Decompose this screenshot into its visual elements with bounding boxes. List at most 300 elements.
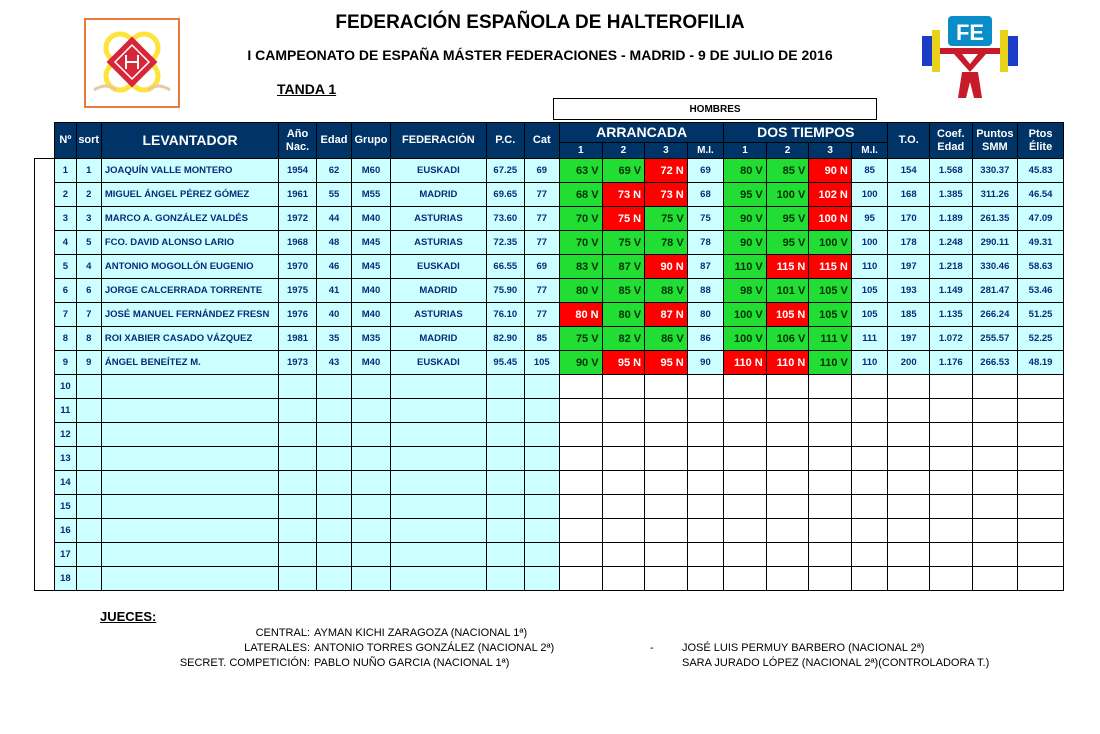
empty-cell: [602, 423, 645, 447]
empty-cell: [972, 375, 1018, 399]
smm-points: 311.26: [972, 183, 1018, 207]
snatch-attempt: 90 V: [560, 351, 603, 375]
weightlifter-logo-icon: [918, 14, 1022, 102]
empty-cell: [352, 519, 391, 543]
empty-cell: [724, 375, 767, 399]
empty-cell: [316, 399, 351, 423]
empty-cell: [76, 447, 101, 471]
cj-attempt: 85 V: [766, 159, 809, 183]
judge-dash: -: [650, 642, 654, 654]
empty-cell: [851, 543, 888, 567]
col-sort: sort: [76, 123, 101, 159]
total: 168: [888, 183, 930, 207]
cj-attempt: 115 N: [766, 255, 809, 279]
empty-cell: [316, 375, 351, 399]
category: 77: [524, 183, 559, 207]
empty-cell: [602, 567, 645, 591]
age-group: M40: [352, 207, 391, 231]
snatch-attempt: 87 V: [602, 255, 645, 279]
snatch-attempt: 70 V: [560, 231, 603, 255]
table-row-empty: [35, 495, 1064, 519]
empty-cell: [101, 519, 278, 543]
empty-cell: [352, 399, 391, 423]
empty-cell: [687, 567, 723, 591]
cj-best: 110: [851, 351, 888, 375]
col-cleanjerk: DOS TIEMPOS: [724, 123, 888, 143]
cj-attempt: 100 V: [724, 303, 767, 327]
empty-cell: [524, 567, 559, 591]
cj-attempt: 100 V: [724, 327, 767, 351]
judge-central: AYMAN KICHI ZARAGOZA (NACIONAL 1ª): [314, 627, 528, 639]
empty-cell: [645, 519, 688, 543]
empty-cell: [101, 471, 278, 495]
row-num: 15: [55, 495, 76, 519]
empty-cell: [1018, 399, 1064, 423]
age-coefficient: 1.135: [929, 303, 972, 327]
elite-points: 51.25: [1018, 303, 1064, 327]
empty-cell: [524, 423, 559, 447]
empty-cell: [316, 543, 351, 567]
empty-cell: [929, 471, 972, 495]
empty-cell: [687, 375, 723, 399]
empty-cell: [560, 375, 603, 399]
birth-year: 1981: [279, 327, 317, 351]
empty-cell: [487, 399, 525, 423]
snatch-best: 86: [687, 327, 723, 351]
birth-year: 1972: [279, 207, 317, 231]
empty-cell: [390, 375, 486, 399]
empty-cell: [724, 423, 767, 447]
empty-cell: [316, 519, 351, 543]
category: 77: [524, 279, 559, 303]
cj-attempt: 80 V: [724, 159, 767, 183]
body-weight: 69.65: [487, 183, 525, 207]
empty-cell: [101, 447, 278, 471]
empty-cell: [645, 375, 688, 399]
age: 44: [316, 207, 351, 231]
snatch-attempt: 80 N: [560, 303, 603, 327]
lifter-name: MIGUEL ÁNGEL PÉREZ GÓMEZ: [101, 183, 278, 207]
body-weight: 76.10: [487, 303, 525, 327]
empty-cell: [560, 567, 603, 591]
snatch-attempt: 82 V: [602, 327, 645, 351]
empty-cell: [352, 495, 391, 519]
judge-controladora: SARA JURADO LÓPEZ (NACIONAL 2ª)(CONTROLADORA T.): [682, 657, 990, 669]
cj-attempt: 100 N: [809, 207, 852, 231]
col-elite: Ptos Élite: [1018, 123, 1064, 159]
age-group: M45: [352, 231, 391, 255]
empty-cell: [524, 471, 559, 495]
snatch-attempt: 83 V: [560, 255, 603, 279]
birth-year: 1975: [279, 279, 317, 303]
age: 55: [316, 183, 351, 207]
table-row: [35, 231, 1064, 255]
row-num: 14: [55, 471, 76, 495]
empty-cell: [316, 495, 351, 519]
empty-cell: [560, 543, 603, 567]
row-sort: 1: [76, 159, 101, 183]
empty-cell: [929, 519, 972, 543]
row-num: 11: [55, 399, 76, 423]
empty-cell: [809, 543, 852, 567]
empty-cell: [851, 399, 888, 423]
federation: ASTURIAS: [390, 303, 486, 327]
empty-cell: [390, 399, 486, 423]
birth-year: 1976: [279, 303, 317, 327]
lifter-name: ÁNGEL BENEÍTEZ M.: [101, 351, 278, 375]
snatch-attempt: 75 V: [645, 207, 688, 231]
empty-cell: [766, 495, 809, 519]
snatch-attempt: 68 V: [560, 183, 603, 207]
col-group: Grupo: [352, 123, 391, 159]
birth-year: 1973: [279, 351, 317, 375]
snatch-attempt: 75 V: [560, 327, 603, 351]
age: 43: [316, 351, 351, 375]
cj-best: 110: [851, 255, 888, 279]
row-num: 7: [55, 303, 76, 327]
empty-cell: [1018, 471, 1064, 495]
empty-cell: [560, 471, 603, 495]
empty-cell: [352, 423, 391, 447]
empty-cell: [809, 519, 852, 543]
empty-cell: [279, 495, 317, 519]
col-total: T.O.: [888, 123, 930, 159]
category: 77: [524, 303, 559, 327]
cj-attempt: 98 V: [724, 279, 767, 303]
snatch-attempt: 95 N: [602, 351, 645, 375]
empty-cell: [888, 567, 930, 591]
empty-cell: [602, 495, 645, 519]
cj-attempt: 110 V: [724, 255, 767, 279]
smm-points: 266.53: [972, 351, 1018, 375]
row-num: 3: [55, 207, 76, 231]
snatch-attempt: 78 V: [645, 231, 688, 255]
cj-attempt: 106 V: [766, 327, 809, 351]
age-coefficient: 1.385: [929, 183, 972, 207]
snatch-attempt: 63 V: [560, 159, 603, 183]
cj-attempt: 95 V: [724, 183, 767, 207]
judge-laterales-label: LATERALES:: [244, 642, 310, 654]
empty-cell: [390, 423, 486, 447]
row-sort: 4: [76, 255, 101, 279]
body-weight: 75.90: [487, 279, 525, 303]
empty-cell: [279, 519, 317, 543]
empty-cell: [279, 471, 317, 495]
table-row: [35, 351, 1064, 375]
empty-cell: [888, 543, 930, 567]
federation: MADRID: [390, 327, 486, 351]
table-row: [35, 183, 1064, 207]
empty-cell: [352, 567, 391, 591]
body-weight: 67.25: [487, 159, 525, 183]
cj-attempt: 90 N: [809, 159, 852, 183]
empty-cell: [76, 495, 101, 519]
cj-attempt: 110 N: [766, 351, 809, 375]
empty-cell: [724, 447, 767, 471]
empty-cell: [1018, 543, 1064, 567]
empty-cell: [888, 519, 930, 543]
body-weight: 82.90: [487, 327, 525, 351]
empty-cell: [724, 399, 767, 423]
empty-cell: [929, 423, 972, 447]
row-num: 4: [55, 231, 76, 255]
empty-cell: [766, 423, 809, 447]
empty-cell: [851, 519, 888, 543]
empty-cell: [487, 495, 525, 519]
table-row: [35, 303, 1064, 327]
empty-cell: [687, 495, 723, 519]
table-row-empty: [35, 471, 1064, 495]
table-row: [35, 327, 1064, 351]
category: 77: [524, 231, 559, 255]
category: 85: [524, 327, 559, 351]
empty-cell: [487, 567, 525, 591]
cj-attempt-2: 2: [766, 143, 809, 159]
empty-cell: [76, 471, 101, 495]
empty-cell: [487, 375, 525, 399]
snatch-attempt-1: 1: [560, 143, 603, 159]
cj-attempt: 95 V: [766, 231, 809, 255]
empty-cell: [766, 399, 809, 423]
age-group: M55: [352, 183, 391, 207]
empty-cell: [687, 423, 723, 447]
empty-cell: [1018, 375, 1064, 399]
row-num: 8: [55, 327, 76, 351]
table-row: [35, 207, 1064, 231]
empty-cell: [929, 567, 972, 591]
cj-attempt: 102 N: [809, 183, 852, 207]
total: 193: [888, 279, 930, 303]
empty-cell: [766, 567, 809, 591]
page-title: FEDERACIÓN ESPAÑOLA DE HALTEROFILIA: [335, 12, 745, 33]
judge-central-label: CENTRAL:: [255, 627, 310, 639]
empty-cell: [560, 399, 603, 423]
empty-cell: [645, 567, 688, 591]
empty-cell: [279, 399, 317, 423]
row-num: 5: [55, 255, 76, 279]
age-coefficient: 1.189: [929, 207, 972, 231]
row-sort: 3: [76, 207, 101, 231]
cj-attempt: 110 N: [724, 351, 767, 375]
row-num: 2: [55, 183, 76, 207]
empty-cell: [972, 471, 1018, 495]
empty-cell: [279, 543, 317, 567]
age-group: M40: [352, 351, 391, 375]
judge-lateral-1: ANTONIO TORRES GONZÁLEZ (NACIONAL 2ª): [314, 642, 555, 654]
row-sort: 6: [76, 279, 101, 303]
empty-cell: [316, 567, 351, 591]
empty-cell: [851, 495, 888, 519]
lifter-name: FCO. DAVID ALONSO LARIO: [101, 231, 278, 255]
cj-attempt: 95 V: [766, 207, 809, 231]
empty-cell: [687, 543, 723, 567]
empty-cell: [487, 519, 525, 543]
body-weight: 66.55: [487, 255, 525, 279]
empty-cell: [809, 375, 852, 399]
table-row-empty: [35, 423, 1064, 447]
col-age: Edad: [316, 123, 351, 159]
empty-cell: [279, 447, 317, 471]
total: 197: [888, 327, 930, 351]
smm-points: 261.35: [972, 207, 1018, 231]
cj-attempt: 90 V: [724, 207, 767, 231]
empty-cell: [888, 423, 930, 447]
empty-cell: [602, 447, 645, 471]
snatch-best: 68: [687, 183, 723, 207]
cj-attempt-3: 3: [809, 143, 852, 159]
col-num: Nº: [55, 123, 76, 159]
empty-cell: [602, 399, 645, 423]
category: 69: [524, 255, 559, 279]
empty-cell: [1018, 423, 1064, 447]
empty-cell: [724, 567, 767, 591]
empty-cell: [929, 447, 972, 471]
col-pc: P.C.: [487, 123, 525, 159]
elite-points: 47.09: [1018, 207, 1064, 231]
empty-cell: [316, 447, 351, 471]
empty-cell: [101, 423, 278, 447]
empty-cell: [766, 471, 809, 495]
smm-points: 281.47: [972, 279, 1018, 303]
empty-cell: [101, 543, 278, 567]
empty-cell: [724, 495, 767, 519]
empty-cell: [101, 399, 278, 423]
birth-year: 1954: [279, 159, 317, 183]
smm-points: 266.24: [972, 303, 1018, 327]
row-sort: 8: [76, 327, 101, 351]
cj-attempt: 101 V: [766, 279, 809, 303]
empty-cell: [645, 543, 688, 567]
snatch-attempt: 70 V: [560, 207, 603, 231]
table-row-empty: [35, 375, 1064, 399]
empty-cell: [352, 471, 391, 495]
empty-cell: [972, 567, 1018, 591]
empty-cell: [972, 519, 1018, 543]
row-num: 16: [55, 519, 76, 543]
empty-cell: [279, 375, 317, 399]
cj-best: 105: [851, 303, 888, 327]
empty-cell: [76, 423, 101, 447]
empty-cell: [524, 399, 559, 423]
empty-cell: [76, 399, 101, 423]
empty-cell: [687, 471, 723, 495]
table-row-empty: [35, 519, 1064, 543]
total: 170: [888, 207, 930, 231]
empty-cell: [560, 519, 603, 543]
snatch-attempt: 80 V: [602, 303, 645, 327]
empty-cell: [888, 447, 930, 471]
empty-cell: [316, 423, 351, 447]
empty-cell: [524, 447, 559, 471]
federation: ASTURIAS: [390, 231, 486, 255]
snatch-attempt: 72 N: [645, 159, 688, 183]
cj-best: 95: [851, 207, 888, 231]
lifter-name: MARCO A. GONZÁLEZ VALDÉS: [101, 207, 278, 231]
federation: MADRID: [390, 279, 486, 303]
empty-cell: [524, 375, 559, 399]
age-coefficient: 1.568: [929, 159, 972, 183]
empty-cell: [972, 447, 1018, 471]
lifter-name: JORGE CALCERRADA TORRENTE: [101, 279, 278, 303]
snatch-attempt: 73 N: [645, 183, 688, 207]
age-coefficient: 1.072: [929, 327, 972, 351]
empty-cell: [809, 495, 852, 519]
table-row: [35, 159, 1064, 183]
empty-cell: [809, 399, 852, 423]
empty-cell: [645, 423, 688, 447]
empty-cell: [602, 375, 645, 399]
body-weight: 95.45: [487, 351, 525, 375]
empty-cell: [724, 471, 767, 495]
empty-cell: [972, 543, 1018, 567]
cj-attempt: 105 V: [809, 279, 852, 303]
snatch-attempt: 75 N: [602, 207, 645, 231]
empty-cell: [724, 543, 767, 567]
age: 35: [316, 327, 351, 351]
snatch-attempt: 87 N: [645, 303, 688, 327]
empty-cell: [972, 423, 1018, 447]
age-group: M35: [352, 327, 391, 351]
total: 185: [888, 303, 930, 327]
federation: EUSKADI: [390, 255, 486, 279]
empty-cell: [687, 399, 723, 423]
empty-cell: [390, 519, 486, 543]
empty-cell: [352, 375, 391, 399]
age: 40: [316, 303, 351, 327]
age-coefficient: 1.176: [929, 351, 972, 375]
birth-year: 1961: [279, 183, 317, 207]
empty-cell: [929, 495, 972, 519]
empty-cell: [390, 567, 486, 591]
snatch-attempt: 80 V: [560, 279, 603, 303]
elite-points: 52.25: [1018, 327, 1064, 351]
row-num: 1: [55, 159, 76, 183]
cj-attempt: 111 V: [809, 327, 852, 351]
snatch-best: 69: [687, 159, 723, 183]
total: 154: [888, 159, 930, 183]
lifter-name: ANTONIO MOGOLLÓN EUGENIO: [101, 255, 278, 279]
row-num: 17: [55, 543, 76, 567]
snatch-attempt: 73 N: [602, 183, 645, 207]
table-row-empty: [35, 399, 1064, 423]
age-group: M40: [352, 279, 391, 303]
smm-points: 290.11: [972, 231, 1018, 255]
empty-cell: [1018, 447, 1064, 471]
col-lifter: LEVANTADOR: [101, 123, 278, 159]
svg-text:FE: FE: [955, 20, 985, 45]
col-federation: FEDERACIÓN: [390, 123, 486, 159]
col-coef: Coef. Edad: [929, 123, 972, 159]
empty-cell: [888, 375, 930, 399]
age-group: M60: [352, 159, 391, 183]
lifter-name: ROI XABIER CASADO VÁZQUEZ: [101, 327, 278, 351]
age: 41: [316, 279, 351, 303]
federation: ASTURIAS: [390, 207, 486, 231]
snatch-best: 88: [687, 279, 723, 303]
corner-blank: [35, 123, 55, 159]
col-cat: Cat: [524, 123, 559, 159]
row-num: 6: [55, 279, 76, 303]
empty-cell: [888, 471, 930, 495]
age: 48: [316, 231, 351, 255]
empty-cell: [279, 423, 317, 447]
body-weight: 73.60: [487, 207, 525, 231]
table-row-empty: [35, 543, 1064, 567]
snatch-attempt: 85 V: [602, 279, 645, 303]
snatch-attempt: 75 V: [602, 231, 645, 255]
empty-cell: [687, 447, 723, 471]
row-num: 13: [55, 447, 76, 471]
